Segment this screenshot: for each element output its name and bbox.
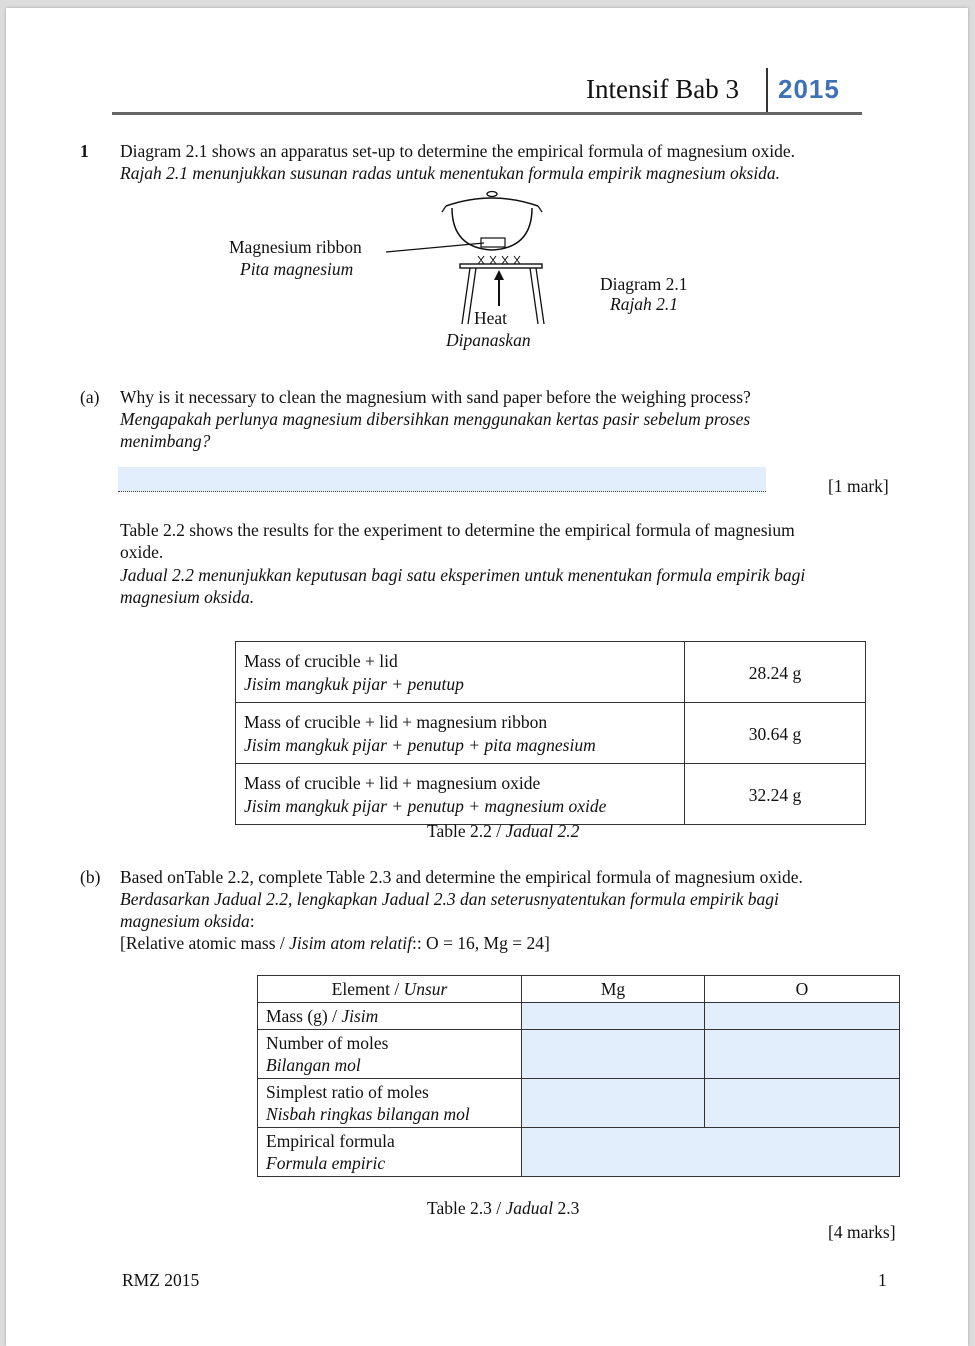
row-value: 30.64 g: [685, 703, 866, 764]
mass-mg-input[interactable]: [522, 1003, 705, 1030]
part-b-question-colon: :: [249, 911, 255, 931]
row-ratio-label: [258, 1079, 522, 1128]
ram-suffix: :: O = 16, Mg = 24]: [411, 933, 550, 953]
part-a-marks: [1 mark]: [828, 476, 889, 496]
table-row: [258, 1003, 900, 1030]
footer-left: RMZ 2015: [122, 1270, 200, 1290]
table-row: [258, 1079, 900, 1128]
moles-o-input[interactable]: [705, 1030, 900, 1079]
table-row: [236, 703, 866, 764]
diagram-caption-en: Diagram 2.1: [600, 274, 688, 294]
table-2-2: [235, 641, 866, 825]
row-formula-en: Empirical formula: [266, 1131, 395, 1151]
part-a-question-ms-1: Mengapakah perlunya magnesium dibersihkan menggunakan kertas pasir sebelum proses: [120, 409, 751, 429]
table22-caption-en: Table 2.2 /: [427, 821, 506, 841]
ribbon-label-ms: Pita magnesium: [240, 259, 354, 279]
row-mass-en: Mass (g) /: [266, 1006, 342, 1026]
part-a-answer-field[interactable]: [118, 467, 766, 492]
row-label-en: Mass of crucible + lid: [244, 651, 398, 671]
mass-o-input[interactable]: [705, 1003, 900, 1030]
row-moles-en: Number of moles: [266, 1033, 389, 1053]
ram-prefix: [Relative atomic mass /: [120, 933, 290, 953]
row-mass-label: [258, 1003, 522, 1030]
table22-intro-en-2: oxide.: [120, 542, 164, 562]
heat-label-en: Heat: [474, 308, 508, 328]
table-cell-label: [236, 764, 685, 825]
part-b-question-en: Based onTable 2.2, complete Table 2.3 and determine the empirical formula of magnesium oxide.: [120, 867, 803, 887]
row-mass-ms: Jisim: [341, 1006, 379, 1026]
header-divider: [766, 68, 768, 114]
row-label-ms: Jisim mangkuk pijar + penutup: [244, 674, 464, 694]
table-row: [236, 764, 866, 825]
table23-caption-num: 2.3: [553, 1198, 580, 1218]
apparatus-diagram: [366, 188, 566, 328]
magnesium-ribbon: [481, 238, 505, 247]
table22-caption: [427, 821, 579, 842]
table22-caption-ms: Jadual 2.2: [505, 821, 580, 841]
table-2-3: [257, 975, 900, 1177]
part-a-question-en: Why is it necessary to clean the magnesium with sand paper before the weighing process?: [120, 387, 751, 407]
ram-ms: Jisim atom relatif: [289, 933, 412, 953]
part-b-question-ms-2: [120, 910, 255, 932]
pipeclay-triangle: [478, 256, 520, 264]
ratio-mg-input[interactable]: [522, 1079, 705, 1128]
part-b-label: (b): [80, 867, 101, 887]
relative-atomic-mass: [120, 932, 550, 954]
row-formula-ms: Formula empiric: [266, 1153, 386, 1173]
tripod-top: [460, 264, 542, 268]
question-intro-en: Diagram 2.1 shows an apparatus set-up to determine the empirical formula of magnesium oxide.: [120, 141, 796, 161]
row-label-en: Mass of crucible + lid + magnesium ribbon: [244, 712, 548, 732]
table23-caption: [427, 1198, 579, 1219]
header-element-ms: Unsur: [403, 979, 448, 999]
ribbon-pointer: [386, 243, 484, 252]
header-element-en: Element /: [331, 979, 404, 999]
moles-mg-input[interactable]: [522, 1030, 705, 1079]
ribbon-label-en: Magnesium ribbon: [229, 237, 362, 257]
part-a-question-ms-2: menimbang?: [120, 431, 211, 451]
tripod-leg-right: [530, 268, 544, 324]
lid-knob: [487, 192, 497, 197]
header-rule: [112, 112, 862, 115]
part-a-label: (a): [80, 387, 100, 407]
document-page: [6, 8, 968, 1346]
table23-caption-en: Table 2.3 /: [427, 1198, 506, 1218]
row-value: 28.24 g: [685, 642, 866, 703]
diagram-caption-ms: Rajah 2.1: [610, 294, 679, 314]
row-ratio-ms: Nisbah ringkas bilangan mol: [266, 1104, 470, 1124]
part-b-question-ms-1: Berdasarkan Jadual 2.2, lengkapkan Jadual 2.3 dan seterusnyatentukan formula empirik bagi: [120, 889, 779, 909]
table-cell-label: [236, 642, 685, 703]
table22-intro-ms-1: Jadual 2.2 menunjukkan keputusan bagi satu eksperimen untuk menentukan formula empirik bagi: [120, 565, 806, 585]
part-b-marks: [4 marks]: [828, 1222, 896, 1242]
header-element: [258, 976, 522, 1003]
row-label-ms: Jisim mangkuk pijar + penutup + pita magnesium: [244, 735, 596, 755]
question-number: 1: [80, 141, 89, 161]
heat-label-ms: Dipanaskan: [446, 330, 531, 350]
table23-caption-ms: Jadual: [505, 1198, 554, 1218]
part-b-question-ms-2-text: magnesium oksida: [120, 911, 250, 931]
header-title: Intensif Bab 3: [586, 74, 739, 104]
row-moles-label: [258, 1030, 522, 1079]
table22-intro-en-1: Table 2.2 shows the results for the experiment to determine the empirical formula of magnesium: [120, 520, 795, 540]
table-row: [236, 642, 866, 703]
table-header-row: [258, 976, 900, 1003]
table-cell-label: [236, 703, 685, 764]
ratio-o-input[interactable]: [705, 1079, 900, 1128]
heat-arrow-head: [494, 270, 504, 280]
header-mg: Mg: [522, 976, 705, 1003]
header-o: O: [705, 976, 900, 1003]
table-row: [258, 1128, 900, 1177]
table-row: [258, 1030, 900, 1079]
page-number: 1: [878, 1270, 887, 1290]
row-value: 32.24 g: [685, 764, 866, 825]
row-formula-label: [258, 1128, 522, 1177]
empirical-formula-input[interactable]: [522, 1128, 900, 1177]
table22-intro-ms-2: magnesium oksida.: [120, 587, 255, 607]
question-intro-ms: Rajah 2.1 menunjukkan susunan radas untuk menentukan formula empirik magnesium oksida.: [120, 163, 781, 183]
header-year: 2015: [778, 74, 840, 104]
row-label-ms: Jisim mangkuk pijar + penutup + magnesium oxide: [244, 796, 607, 816]
row-ratio-en: Simplest ratio of moles: [266, 1082, 429, 1102]
row-moles-ms: Bilangan mol: [266, 1055, 361, 1075]
row-label-en: Mass of crucible + lid + magnesium oxide: [244, 773, 541, 793]
crucible-lid: [446, 198, 538, 206]
